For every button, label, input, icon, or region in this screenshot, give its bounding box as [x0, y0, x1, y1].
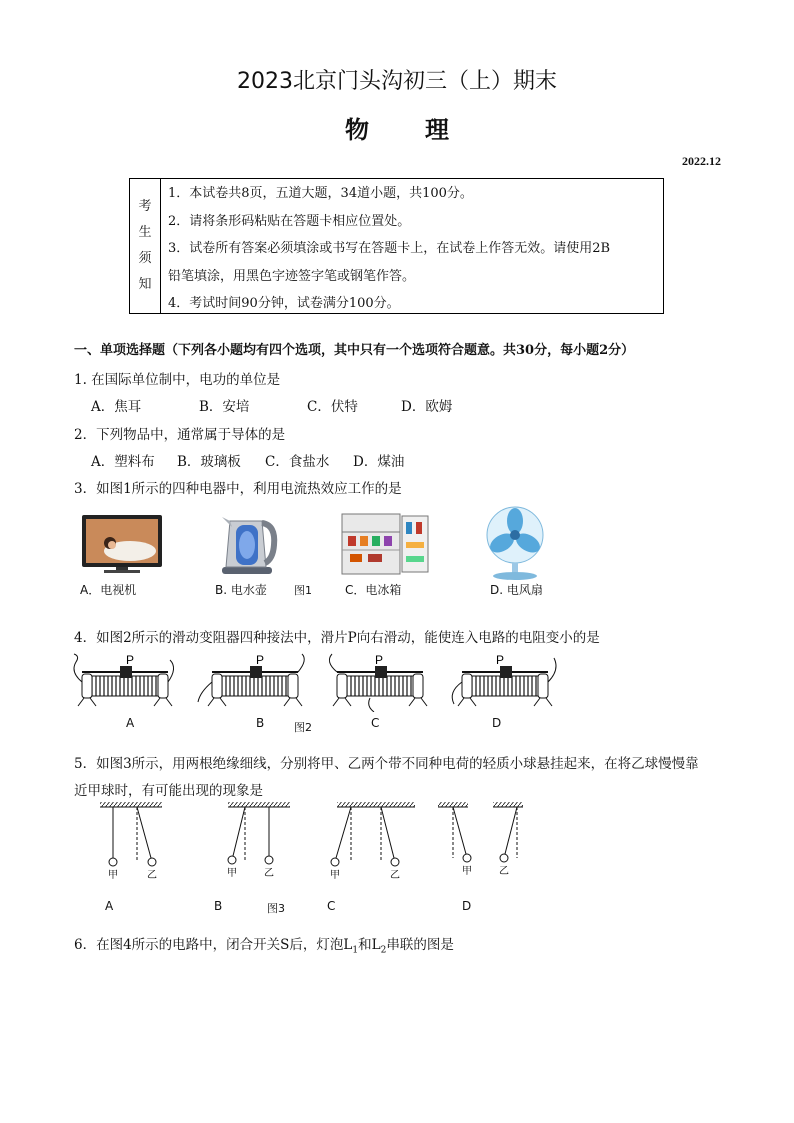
option: C．伏特 [307, 399, 358, 415]
rheostat-label-b: B [256, 716, 265, 730]
option: B．玻璃板 [177, 454, 241, 470]
subject-title: 物理 [345, 115, 505, 144]
question-1-options [91, 395, 452, 415]
notice-side-char: 考 [138, 199, 152, 214]
figure1-caption-a: A．电视机 [80, 583, 137, 597]
slider-label: P [256, 653, 265, 667]
notice-side-char: 须 [138, 251, 152, 266]
fridge-image [340, 512, 432, 576]
ball-label-yi: 乙 [264, 868, 274, 879]
question-6-stem [74, 933, 454, 956]
option: D．煤油 [353, 454, 405, 470]
notice-line: 4．考试时间90分钟，试卷满分100分。 [168, 296, 400, 311]
notice-box [129, 178, 664, 314]
pendulum-d [438, 802, 523, 862]
notice-line: 1．本试卷共8页，五道大题，34道小题，共100分。 [168, 186, 473, 201]
page-title: 2023北京门头沟初三（上）期末 [237, 69, 557, 94]
figure1-caption-c: C．电冰箱 [345, 583, 402, 597]
q6-sub: 1 [352, 945, 359, 956]
figure1-caption-d: D. 电风扇 [490, 583, 543, 597]
pendulum-label-a: A [105, 899, 114, 913]
ball-label-jia: 甲 [462, 866, 472, 877]
notice-line: 铅笔填涂，用黑色字迹签字笔或钢笔作答。 [168, 268, 416, 284]
rheostat-b [198, 654, 304, 706]
question-5-stem-line1: 5．如图3所示，用两根绝缘细线，分别将甲、乙两个带不同种电荷的轻质小球悬挂起来，在将乙球慢慢靠 [74, 756, 699, 772]
ball-label-jia: 甲 [227, 868, 237, 879]
notice-side-char: 知 [138, 277, 152, 292]
notice-line: 3．试卷所有答案必须填涂或书写在答题卡上，在试卷上作答无效。请使用2B [168, 241, 611, 256]
slider-label: P [375, 653, 384, 667]
q6-text: 6．在图4所示的电路中，闭合开关S后，灯泡L [74, 937, 353, 953]
ball-label-jia: 甲 [108, 870, 118, 881]
kettle-image [218, 511, 280, 575]
ball-label-yi: 乙 [499, 866, 509, 877]
ball-label-yi: 乙 [390, 870, 400, 881]
pendulum-a [100, 802, 162, 866]
figure1-caption-b: B. 电水壶 [215, 583, 267, 597]
question-1-stem: 1. 在国际单位制中，电功的单位是 [74, 372, 281, 388]
question-3-stem: 3．如图1所示的四种电器中，利用电流热效应工作的是 [74, 481, 402, 497]
figure3-label: 图3 [267, 902, 285, 915]
rheostat-label-d: D [492, 716, 502, 730]
notice-line: 2．请将条形码粘贴在答题卡相应位置处。 [168, 213, 411, 229]
slider-label: P [126, 653, 135, 667]
slider-label: P [496, 653, 505, 667]
rheostat-diagrams [70, 652, 560, 712]
pendulum-label-d: D [462, 899, 472, 913]
notice-lines [168, 180, 657, 318]
figure2-label: 图2 [294, 721, 312, 734]
question-5-stem-line2: 近甲球时，有可能出现的现象是 [74, 783, 263, 799]
exam-date: 2022.12 [682, 154, 721, 168]
pendulum-label-b: B [214, 899, 223, 913]
option: A．塑料布 [91, 454, 155, 470]
q6-text: 串联的图是 [386, 937, 454, 953]
fan-image [480, 505, 550, 581]
notice-side-label [130, 179, 161, 313]
notice-side-char: 生 [138, 225, 152, 240]
option: C．食盐水 [265, 454, 330, 470]
ball-label-yi: 乙 [147, 870, 157, 881]
option: A．焦耳 [91, 399, 142, 415]
rheostat-d [452, 658, 556, 706]
question-2-stem: 2．下列物品中，通常属于导体的是 [74, 427, 286, 443]
question-2-options [91, 450, 404, 470]
section-heading: 一、单项选择题（下列各小题均有四个选项，其中只有一个选项符合题意。共30分，每小题2分） [74, 343, 635, 358]
figure1-label: 图1 [294, 584, 312, 597]
ball-label-jia: 甲 [330, 870, 340, 881]
rheostat-label-c: C [371, 716, 380, 730]
q6-text: 和L [358, 937, 381, 953]
rheostat-a [74, 654, 174, 706]
question-4-stem: 4．如图2所示的滑动变阻器四种接法中，滑片P向右滑动，能使连入电路的电阻变小的是 [74, 630, 600, 646]
q6-sub: 2 [380, 945, 387, 956]
option: D．欧姆 [401, 399, 453, 415]
rheostat-label-a: A [126, 716, 135, 730]
option: B．安培 [199, 399, 250, 415]
pendulum-b [228, 802, 290, 864]
pendulum-c [331, 802, 415, 866]
pendulum-diagrams [95, 800, 535, 882]
tv-image [80, 513, 164, 575]
pendulum-label-c: C [327, 899, 336, 913]
